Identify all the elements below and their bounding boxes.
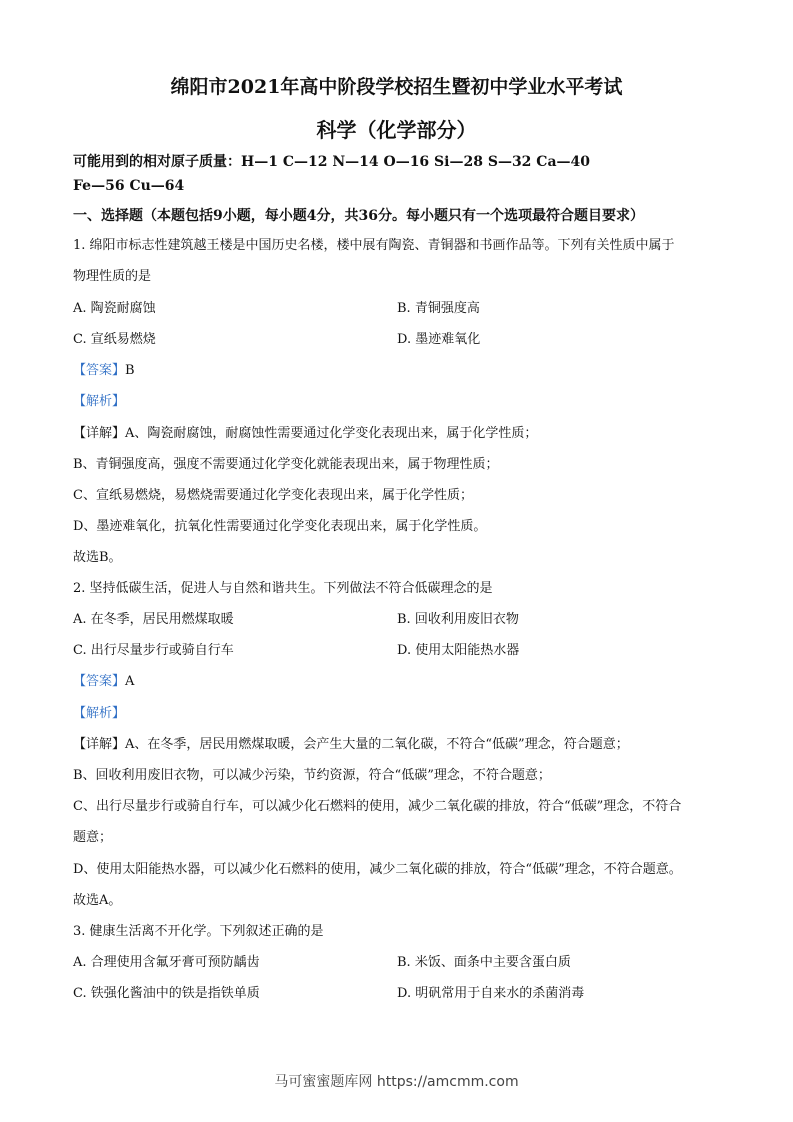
atomic-masses-line-2: Fe—56 Cu—64 xyxy=(73,178,185,194)
q1-option-c: C. 宣纸易燃烧 xyxy=(73,332,156,347)
q1-answer xyxy=(73,359,135,378)
q3-option-a: A. 合理使用含氟牙膏可预防龋齿 xyxy=(73,955,260,970)
q2-detail-d: D、使用太阳能热水器，可以减少化石燃料的使用，减少二氧化碳的排放，符合“低碳”理念，不符合题意。 xyxy=(73,862,682,877)
q2-conclusion: 故选A。 xyxy=(73,893,122,908)
q1-detail-a-text: A、陶瓷耐腐蚀，耐腐蚀性需要通过化学变化表现出来，属于化学性质； xyxy=(125,426,538,441)
atomic-masses-line-1: 可能用到的相对原子质量：H—1 C—12 N—14 O—16 Si—28 S—32 Ca—40 xyxy=(73,154,590,170)
answer-tag: 【答案】 xyxy=(73,363,126,378)
q2-option-d: D. 使用太阳能热水器 xyxy=(397,643,520,658)
detail-tag: 【详解】 xyxy=(73,737,126,752)
q2-stem-line-1: 2. 坚持低碳生活，促进人与自然和谐共生。下列做法不符合低碳理念的是 xyxy=(73,581,493,596)
q2-detail-c-line-1: C、出行尽量步行或骑自行车，可以减少化石燃料的使用，减少二氧化碳的排放，符合“低碳”理念，不符合 xyxy=(73,799,682,814)
q2-detail-c-line-2: 题意； xyxy=(73,830,113,845)
q1-detail-d: D、墨迹难氧化，抗氧化性需要通过化学变化表现出来，属于化学性质。 xyxy=(73,519,487,534)
q1-stem-line-1: 1. 绵阳市标志性建筑越王楼是中国历史名楼，楼中展有陶瓷、青铜器和书画作品等。下列有关性质中属于 xyxy=(73,238,675,253)
q2-analysis-tag: 【解析】 xyxy=(73,706,126,721)
q2-detail-a xyxy=(73,733,629,752)
document-title: 绵阳市2021年高中阶段学校招生暨初中学业水平考试 xyxy=(170,76,623,98)
q2-detail-a-text: A、在冬季，居民用燃煤取暖，会产生大量的二氧化碳，不符合“低碳”理念，符合题意； xyxy=(125,737,629,752)
q3-option-d: D. 明矾常用于自来水的杀菌消毒 xyxy=(397,986,585,1001)
q2-answer-value: A xyxy=(125,674,135,689)
q3-option-c: C. 铁强化酱油中的铁是指铁单质 xyxy=(73,986,260,1001)
q1-detail-a xyxy=(73,422,537,441)
answer-tag: 【答案】 xyxy=(73,674,126,689)
q2-answer xyxy=(73,670,134,689)
detail-tag: 【详解】 xyxy=(73,426,126,441)
q1-option-a: A. 陶瓷耐腐蚀 xyxy=(73,301,156,316)
q3-option-b: B. 米饭、面条中主要含蛋白质 xyxy=(397,955,571,970)
q1-detail-c: C、宣纸易燃烧，易燃烧需要通过化学变化表现出来，属于化学性质； xyxy=(73,488,473,503)
q1-stem-line-2: 物理性质的是 xyxy=(73,269,152,284)
section-heading: 一、选择题（本题包括9小题，每小题4分，共36分。每小题只有一个选项最符合题目要求） xyxy=(73,208,644,224)
q2-option-a: A. 在冬季，居民用燃煤取暖 xyxy=(73,612,234,627)
q2-detail-b: B、回收利用废旧衣物，可以减少污染，节约资源，符合“低碳”理念，不符合题意； xyxy=(73,768,551,783)
q1-option-d: D. 墨迹难氧化 xyxy=(397,332,481,347)
document-subtitle: 科学（化学部分） xyxy=(316,118,477,142)
q2-option-b: B. 回收利用废旧衣物 xyxy=(397,612,519,627)
q1-conclusion: 故选B。 xyxy=(73,550,122,565)
q1-detail-b: B、青铜强度高，强度不需要通过化学变化就能表现出来，属于物理性质； xyxy=(73,457,499,472)
q1-analysis-tag: 【解析】 xyxy=(73,394,126,409)
footer-watermark: 马可蜜蜜题库网 https://amcmm.com xyxy=(274,1074,519,1090)
q1-answer-value: B xyxy=(125,363,135,378)
q2-option-c: C. 出行尽量步行或骑自行车 xyxy=(73,643,234,658)
q3-stem-line-1: 3. 健康生活离不开化学。下列叙述正确的是 xyxy=(73,924,324,939)
q1-option-b: B. 青铜强度高 xyxy=(397,301,480,316)
